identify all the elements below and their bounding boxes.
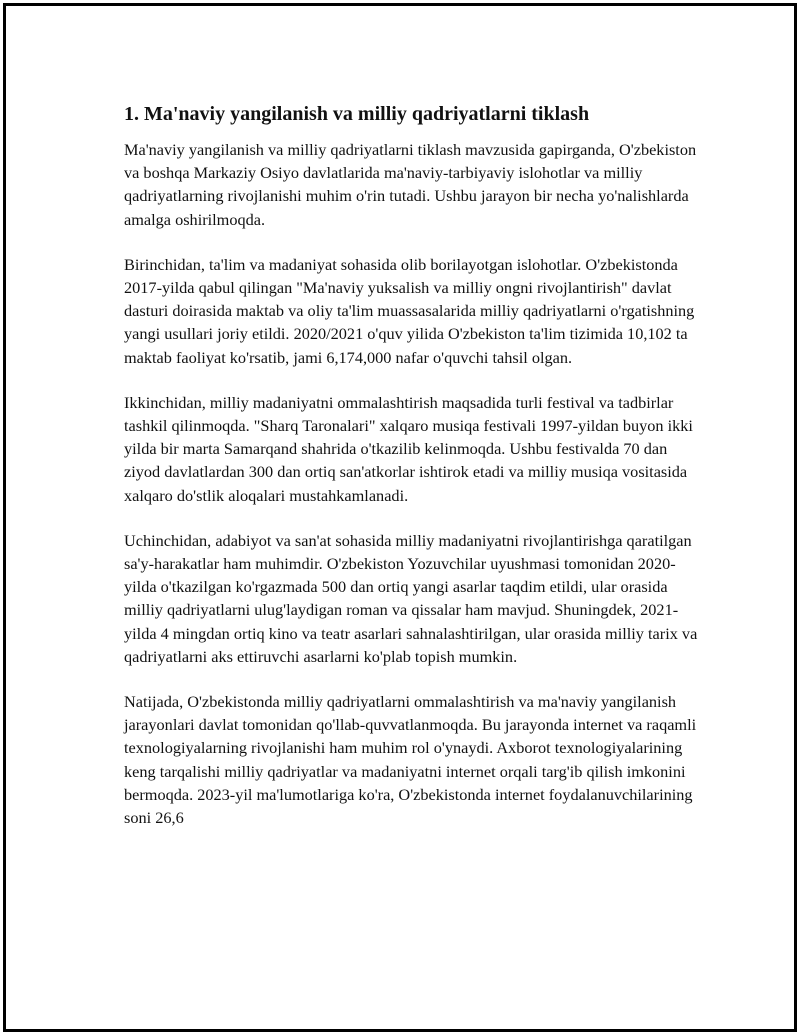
paragraph-education: Birinchidan, ta'lim va madaniyat sohasida olib borilayotgan islohotlar. O'zbekistonda 2017-yilda qabul qilingan "Ma'naviy yuksalish va milliy ongni rivojlantirish" davlat dasturi doirasida maktab va oliy ta'lim muassasalarida milliy qadriyatlarni o'rgatishning yangi usullari joriy etildi. 2020/2021 o'quv yilida O'zbekiston ta'lim tizimida 10,102 ta maktab faoliyat ko'rsatib, jami 6,174,000 nafar o'quvchi tahsil olgan. (124, 254, 695, 367)
section-heading: 1. Ma'naviy yangilanish va milliy qadriyatlarni tiklash (124, 103, 590, 125)
paragraph-literature: Uchinchidan, adabiyot va san'at sohasida milliy madaniyatni rivojlantirishga qaratilgan sa'y-harakatlar ham muhimdir. O'zbekiston Yozuvchilar uyushmasi tomonidan 2020-yilda o'tkazilgan ko'rgazmada 500 dan ortiq yangi asarlar taqdim etildi, ular orasida milliy qadriyatlarni ulug'laydigan roman va qissalar ham mavjud. Shuningdek, 2021-yilda 4 mingdan ortiq kino va teatr asarlari sahnalashtirilgan, ular orasida milliy tarix va qadriyatlarni aks ettiruvchi asarlarni ko'plab topish mumkin. (124, 530, 698, 666)
paragraph-conclusion: Natijada, O'zbekistonda milliy qadriyatlarni ommalashtirish va ma'naviy yangilanish jarayonlari davlat tomonidan qo'llab-quvvatlanmoqda. Bu jarayonda internet va raqamli texnologiyalarning rivojlanishi ham muhim rol o'ynaydi. Axborot texnologiyalarining keng tarqalishi milliy qadriyatlar va madaniyatni internet orqali targ'ib qilish imkonini bermoqda. 2023-yil ma'lumotlariga ko'ra, O'zbekistonda internet foydalanuvchilarining soni 26,6 (124, 692, 697, 828)
paragraph-festivals: Ikkinchidan, milliy madaniyatni ommalashtirish maqsadida turli festival va tadbirlar tashkil qilinmoqda. "Sharq Taronalari" xalqaro musiqa festivali 1997-yildan buyon ikki yilda bir marta Samarqand shahrida o'tkazilib kelinmoqda. Ushbu festivalda 70 dan ziyod davlatlardan 300 dan ortiq san'atkorlar ishtirok etadi va milliy musiqa vositasida xalqaro do'stlik aloqalari mustahkamlanadi. (124, 392, 693, 505)
paragraph-intro: Ma'naviy yangilanish va milliy qadriyatlarni tiklash mavzusida gapirganda, O'zbekiston va boshqa Markaziy Osiyo davlatlarida ma'naviy-tarbiyaviy islohotlar va milliy qadriyatlarning rivojlanishi muhim o'rin tutadi. Ushbu jarayon bir necha yo'nalishlarda amalga oshirilmoqda. (124, 140, 697, 229)
page-frame (3, 3, 797, 1032)
document-body (124, 102, 704, 851)
